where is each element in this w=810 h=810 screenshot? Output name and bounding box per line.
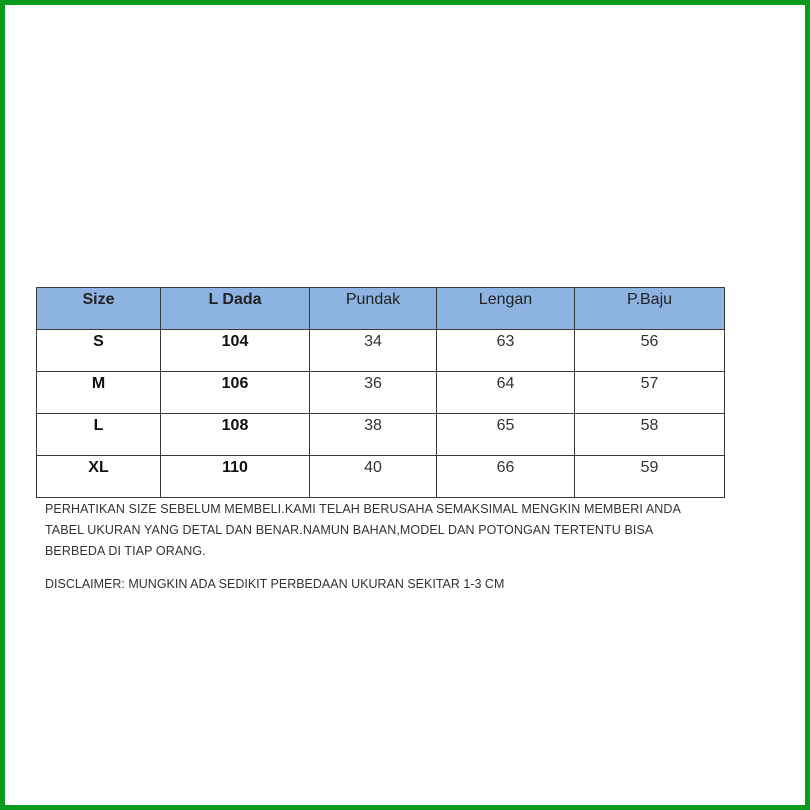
cell-size: XL (37, 456, 161, 498)
table-row (37, 372, 725, 414)
size-chart-table (36, 287, 725, 498)
cell-l-dada: 108 (161, 414, 310, 456)
table-row (37, 456, 725, 498)
cell-lengan: 63 (437, 330, 575, 372)
header-size: Size (37, 288, 161, 330)
header-l-dada: L Dada (161, 288, 310, 330)
cell-p-baju: 56 (575, 330, 725, 372)
notice-text (45, 499, 765, 562)
table-row (37, 414, 725, 456)
disclaimer-text: DISCLAIMER: MUNGKIN ADA SEDIKIT PERBEDAAN UKURAN SEKITAR 1-3 CM (45, 577, 505, 591)
cell-size: L (37, 414, 161, 456)
cell-p-baju: 59 (575, 456, 725, 498)
table-header-row (37, 288, 725, 330)
cell-pundak: 34 (310, 330, 437, 372)
cell-p-baju: 58 (575, 414, 725, 456)
cell-l-dada: 110 (161, 456, 310, 498)
notice-line: PERHATIKAN SIZE SEBELUM MEMBELI.KAMI TELAH BERUSAHA SEMAKSIMAL MENGKIN MEMBERI ANDA (45, 502, 681, 516)
cell-lengan: 65 (437, 414, 575, 456)
notice-line: TABEL UKURAN YANG DETAL DAN BENAR.NAMUN BAHAN,MODEL DAN POTONGAN TERTENTU BISA (45, 523, 654, 537)
cell-l-dada: 104 (161, 330, 310, 372)
cell-pundak: 40 (310, 456, 437, 498)
header-p-baju: P.Baju (575, 288, 725, 330)
cell-size: S (37, 330, 161, 372)
header-pundak: Pundak (310, 288, 437, 330)
cell-p-baju: 57 (575, 372, 725, 414)
cell-l-dada: 106 (161, 372, 310, 414)
header-lengan: Lengan (437, 288, 575, 330)
cell-lengan: 64 (437, 372, 575, 414)
cell-lengan: 66 (437, 456, 575, 498)
table-row (37, 330, 725, 372)
cell-pundak: 36 (310, 372, 437, 414)
cell-pundak: 38 (310, 414, 437, 456)
notice-line: BERBEDA DI TIAP ORANG. (45, 544, 206, 558)
cell-size: M (37, 372, 161, 414)
